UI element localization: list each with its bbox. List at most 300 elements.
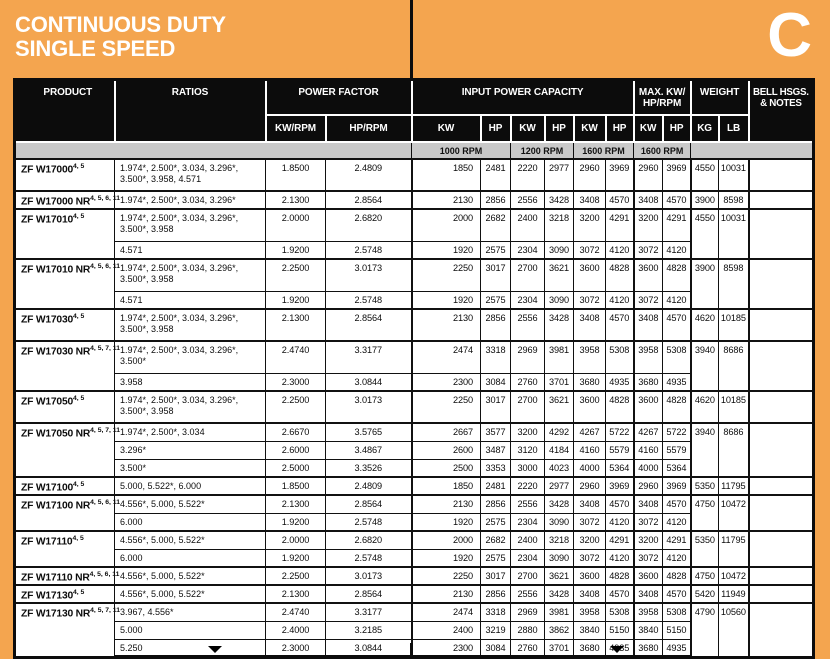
col-header-kw-1200: KW <box>511 115 545 142</box>
hp-rpm-cell: 2.5748 <box>326 291 412 309</box>
ratio-cell: 5.000, 5.522*, 6.000 <box>115 477 266 495</box>
value-cell: 4828 <box>663 567 691 585</box>
value-cell: 3218 <box>545 531 574 549</box>
notes-cell <box>749 585 814 603</box>
value-cell: 3090 <box>545 291 574 309</box>
value-cell: 4120 <box>663 241 691 259</box>
table-row <box>15 495 814 513</box>
value-cell: 3408 <box>634 191 663 209</box>
col-header-input-power: INPUT POWER CAPACITY <box>412 80 634 116</box>
product-footnote-refs: 4, 5, 6, 11 <box>90 499 120 506</box>
value-cell: 2600 <box>412 441 481 459</box>
kw-rpm-cell: 2.0000 <box>266 209 326 241</box>
value-cell: 3680 <box>634 639 663 657</box>
hp-rpm-cell: 3.0844 <box>326 639 412 657</box>
value-cell: 4000 <box>574 459 606 477</box>
value-cell: 3090 <box>545 549 574 567</box>
value-cell: 3200 <box>634 209 663 241</box>
value-cell: 3981 <box>545 341 574 373</box>
hp-rpm-cell: 3.3526 <box>326 459 412 477</box>
ratio-cell: 5.250 <box>115 639 266 657</box>
value-cell: 2556 <box>511 585 545 603</box>
product-name-text: ZF W17050 <box>21 396 73 408</box>
value-cell: 2575 <box>481 513 511 531</box>
kw-rpm-cell: 2.6670 <box>266 423 326 441</box>
product-name-text: ZF W17110 <box>21 536 73 548</box>
value-cell: 5364 <box>663 459 691 477</box>
value-cell: 2969 <box>511 341 545 373</box>
value-cell: 3701 <box>545 373 574 391</box>
rpm-band-1000: 1000 RPM <box>412 142 511 159</box>
product-footnote-refs: 4, 5 <box>73 213 85 220</box>
value-cell: 4267 <box>634 423 663 441</box>
page-title-line2: SINGLE SPEED <box>15 36 176 61</box>
kw-rpm-cell: 2.2500 <box>266 391 326 423</box>
weight-lb-cell: 10472 <box>719 495 749 531</box>
value-cell: 2481 <box>481 477 511 495</box>
ratio-cell: 1.974*, 2.500*, 3.034, 3.296*, 3.500*, 3.958, 4.571 <box>115 159 266 191</box>
hp-rpm-cell: 3.3177 <box>326 341 412 373</box>
weight-lb-cell: 8598 <box>719 259 749 309</box>
value-cell: 3408 <box>574 191 606 209</box>
hp-rpm-cell: 2.8564 <box>326 585 412 603</box>
product-name-text: ZF W17050 NR <box>21 428 91 440</box>
product-name-text: ZF W17000 NR <box>21 196 91 208</box>
value-cell: 3072 <box>574 549 606 567</box>
product-name <box>15 391 115 423</box>
product-name-text: ZF W17010 NR <box>21 264 91 276</box>
value-cell: 2130 <box>412 191 481 209</box>
value-cell: 3840 <box>574 621 606 639</box>
value-cell: 2556 <box>511 191 545 209</box>
table-row <box>15 341 814 373</box>
value-cell: 2304 <box>511 241 545 259</box>
weight-lb-cell: 8686 <box>719 423 749 477</box>
value-cell: 2682 <box>481 209 511 241</box>
notes-cell <box>749 191 814 209</box>
hp-rpm-cell: 2.5748 <box>326 241 412 259</box>
left-margin-stripe <box>0 78 13 659</box>
hp-rpm-cell: 2.4809 <box>326 159 412 191</box>
hp-rpm-cell: 3.3177 <box>326 603 412 621</box>
value-cell: 3428 <box>545 309 574 341</box>
value-cell: 2969 <box>511 603 545 621</box>
weight-lb-cell: 8598 <box>719 191 749 209</box>
weight-lb-cell: 11949 <box>719 585 749 603</box>
value-cell: 2250 <box>412 259 481 291</box>
value-cell: 3680 <box>574 373 606 391</box>
value-cell: 4184 <box>545 441 574 459</box>
ratio-cell: 4.571 <box>115 291 266 309</box>
kw-rpm-cell: 2.1300 <box>266 191 326 209</box>
kw-rpm-cell: 1.8500 <box>266 159 326 191</box>
product-name <box>15 209 115 259</box>
value-cell: 4267 <box>574 423 606 441</box>
product-name-text: ZF W17030 <box>21 314 73 326</box>
value-cell: 3200 <box>574 209 606 241</box>
value-cell: 2220 <box>511 159 545 191</box>
hp-rpm-cell: 3.5765 <box>326 423 412 441</box>
table-row <box>15 391 814 423</box>
product-footnote-refs: 4, 5, 7, 11 <box>90 607 120 614</box>
weight-kg-cell: 4750 <box>691 495 719 531</box>
value-cell: 2880 <box>511 621 545 639</box>
value-cell: 4000 <box>634 459 663 477</box>
value-cell: 3600 <box>574 567 606 585</box>
bell-label-line2: & NOTES <box>760 98 802 109</box>
table-row <box>15 567 814 585</box>
value-cell: 3219 <box>481 621 511 639</box>
value-cell: 3958 <box>634 341 663 373</box>
col-header-kg: KG <box>691 115 719 142</box>
value-cell: 4935 <box>663 373 691 391</box>
value-cell: 1850 <box>412 159 481 191</box>
value-cell: 5150 <box>663 621 691 639</box>
value-cell: 2220 <box>511 477 545 495</box>
ratio-cell: 3.958 <box>115 373 266 391</box>
product-name <box>15 585 115 603</box>
ratio-cell: 1.974*, 2.500*, 3.034, 3.296*, 3.500*, 3.958 <box>115 309 266 341</box>
value-cell: 2400 <box>511 531 545 549</box>
weight-kg-cell: 4620 <box>691 391 719 423</box>
value-cell: 3408 <box>634 495 663 513</box>
table-continues-arrow-left <box>208 646 222 653</box>
product-name <box>15 191 120 209</box>
ratio-cell: 3.500* <box>115 459 266 477</box>
value-cell: 4570 <box>663 495 691 513</box>
value-cell: 2250 <box>412 567 481 585</box>
product-name-text: ZF W17130 <box>21 590 73 602</box>
product-name <box>15 477 115 495</box>
value-cell: 4570 <box>606 309 634 341</box>
product-footnote-refs: 4, 5, 6, 11 <box>90 195 120 202</box>
value-cell: 1920 <box>412 513 481 531</box>
weight-lb-cell: 11795 <box>719 477 749 495</box>
ratio-cell: 5.000 <box>115 621 266 639</box>
value-cell: 3017 <box>481 259 511 291</box>
rpm-band-1600: 1600 RPM <box>574 142 634 159</box>
value-cell: 3200 <box>511 423 545 441</box>
value-cell: 2300 <box>412 373 481 391</box>
weight-kg-cell: 5350 <box>691 477 719 495</box>
product-name <box>15 341 120 391</box>
value-cell: 5308 <box>606 341 634 373</box>
value-cell: 4120 <box>606 241 634 259</box>
value-cell: 4291 <box>606 209 634 241</box>
value-cell: 3701 <box>545 639 574 657</box>
value-cell: 4120 <box>663 291 691 309</box>
value-cell: 3981 <box>545 603 574 621</box>
notes-cell <box>749 495 814 531</box>
value-cell: 1920 <box>412 241 481 259</box>
product-name <box>15 259 120 309</box>
value-cell: 2856 <box>481 191 511 209</box>
value-cell: 2500 <box>412 459 481 477</box>
kw-rpm-cell: 2.3000 <box>266 639 326 657</box>
rpm-band-blank-left <box>15 142 412 159</box>
value-cell: 4570 <box>606 585 634 603</box>
hp-rpm-cell: 2.8564 <box>326 309 412 341</box>
value-cell: 2960 <box>574 159 606 191</box>
value-cell: 4828 <box>606 391 634 423</box>
table-row <box>15 159 814 191</box>
value-cell: 3072 <box>574 291 606 309</box>
product-name <box>15 309 115 341</box>
value-cell: 3600 <box>574 391 606 423</box>
value-cell: 2856 <box>481 495 511 513</box>
value-cell: 3090 <box>545 241 574 259</box>
hp-rpm-cell: 3.2185 <box>326 621 412 639</box>
max-label-line1: MAX. KW/ <box>638 87 686 98</box>
weight-lb-cell: 10472 <box>719 567 749 585</box>
value-cell: 4935 <box>663 639 691 657</box>
value-cell: 4828 <box>606 259 634 291</box>
value-cell: 2977 <box>545 477 574 495</box>
value-cell: 3000 <box>511 459 545 477</box>
value-cell: 4935 <box>606 639 634 657</box>
kw-rpm-cell: 1.9200 <box>266 549 326 567</box>
product-footnote-refs: 4, 5, 7, 11 <box>90 345 120 352</box>
weight-kg-cell: 4790 <box>691 603 719 657</box>
hp-rpm-cell: 3.0173 <box>326 391 412 423</box>
value-cell: 2400 <box>511 209 545 241</box>
value-cell: 3072 <box>574 241 606 259</box>
weight-kg-cell: 4750 <box>691 567 719 585</box>
value-cell: 2474 <box>412 341 481 373</box>
ratio-cell: 1.974*, 2.500*, 3.034, 3.296*, 3.500*, 3.958 <box>115 209 266 241</box>
col-header-max-kw-hp <box>634 80 691 116</box>
value-cell: 3969 <box>663 477 691 495</box>
product-footnote-refs: 4, 5 <box>72 535 84 542</box>
value-cell: 2700 <box>511 259 545 291</box>
weight-lb-cell: 10031 <box>719 159 749 191</box>
value-cell: 3072 <box>634 291 663 309</box>
table-row <box>15 585 814 603</box>
rpm-band-max-1600: 1600 RPM <box>634 142 691 159</box>
value-cell: 5579 <box>663 441 691 459</box>
value-cell: 4828 <box>663 391 691 423</box>
notes-cell <box>749 309 814 341</box>
kw-rpm-cell: 2.1300 <box>266 495 326 513</box>
value-cell: 3600 <box>634 259 663 291</box>
value-cell: 3072 <box>634 513 663 531</box>
value-cell: 2575 <box>481 549 511 567</box>
value-cell: 5364 <box>606 459 634 477</box>
value-cell: 2474 <box>412 603 481 621</box>
table-row <box>15 259 814 291</box>
ratio-cell: 1.974*, 2.500*, 3.034, 3.296*, 3.500*, 3.958 <box>115 391 266 423</box>
value-cell: 2667 <box>412 423 481 441</box>
product-name-text: ZF W17030 NR <box>21 346 91 358</box>
value-cell: 4570 <box>663 585 691 603</box>
value-cell: 3318 <box>481 341 511 373</box>
weight-lb-cell: 10031 <box>719 209 749 259</box>
hp-rpm-cell: 2.5748 <box>326 513 412 531</box>
product-name-text: ZF W17000 <box>21 164 73 176</box>
col-header-hp-1000: HP <box>481 115 511 142</box>
value-cell: 2304 <box>511 549 545 567</box>
value-cell: 2700 <box>511 391 545 423</box>
table-row <box>15 531 814 549</box>
value-cell: 5150 <box>606 621 634 639</box>
header-divider-line <box>410 0 413 78</box>
kw-rpm-cell: 2.1300 <box>266 309 326 341</box>
weight-kg-cell: 5350 <box>691 531 719 567</box>
bell-label-line1: BELL HSGS. <box>753 87 809 98</box>
table-row <box>15 209 814 241</box>
col-header-kw-1000: KW <box>412 115 481 142</box>
value-cell: 2960 <box>634 477 663 495</box>
col-header-product: PRODUCT <box>15 80 115 143</box>
value-cell: 3090 <box>545 513 574 531</box>
weight-kg-cell: 3940 <box>691 423 719 477</box>
col-header-bell-hsgs <box>749 80 814 143</box>
kw-rpm-cell: 2.4740 <box>266 603 326 621</box>
value-cell: 2856 <box>481 309 511 341</box>
hp-rpm-cell: 3.4867 <box>326 441 412 459</box>
value-cell: 4935 <box>606 373 634 391</box>
value-cell: 3862 <box>545 621 574 639</box>
table-continues-arrow-right <box>610 646 624 653</box>
ratio-cell: 1.974*, 2.500*, 3.034, 3.296*, 3.500*, 3.958 <box>115 259 266 291</box>
value-cell: 2960 <box>574 477 606 495</box>
kw-rpm-cell: 2.0000 <box>266 531 326 549</box>
rpm-band-1200: 1200 RPM <box>511 142 574 159</box>
value-cell: 3969 <box>606 159 634 191</box>
product-footnote-refs: 4, 5, 6, 11 <box>90 263 120 270</box>
value-cell: 3577 <box>481 423 511 441</box>
hp-rpm-cell: 3.0173 <box>326 567 412 585</box>
notes-cell <box>749 531 814 567</box>
kw-rpm-cell: 2.6000 <box>266 441 326 459</box>
notes-cell <box>749 477 814 495</box>
header-row-groups <box>15 80 814 116</box>
hp-rpm-cell: 2.6820 <box>326 209 412 241</box>
weight-kg-cell: 3900 <box>691 191 719 209</box>
value-cell: 3084 <box>481 373 511 391</box>
ratio-cell: 1.974*, 2.500*, 3.034, 3.296*, 3.500* <box>115 341 266 373</box>
weight-kg-cell: 4550 <box>691 209 719 259</box>
kw-rpm-cell: 2.2500 <box>266 567 326 585</box>
value-cell: 3958 <box>574 603 606 621</box>
hp-rpm-cell: 2.8564 <box>326 495 412 513</box>
value-cell: 1920 <box>412 549 481 567</box>
value-cell: 2977 <box>545 159 574 191</box>
spec-table <box>13 78 815 659</box>
value-cell: 4160 <box>634 441 663 459</box>
right-margin-stripe <box>813 78 830 659</box>
kw-rpm-cell: 2.2500 <box>266 259 326 291</box>
hp-rpm-cell: 2.4809 <box>326 477 412 495</box>
value-cell: 4120 <box>606 549 634 567</box>
hp-rpm-cell: 2.8564 <box>326 191 412 209</box>
weight-kg-cell: 5420 <box>691 585 719 603</box>
value-cell: 3120 <box>511 441 545 459</box>
value-cell: 4120 <box>663 513 691 531</box>
weight-kg-cell: 4550 <box>691 159 719 191</box>
rpm-band-blank-right <box>691 142 814 159</box>
kw-rpm-cell: 2.3000 <box>266 373 326 391</box>
product-footnote-refs: 4, 5 <box>73 313 85 320</box>
product-footnote-refs: 4, 5 <box>73 395 85 402</box>
value-cell: 3600 <box>574 259 606 291</box>
value-cell: 4120 <box>606 513 634 531</box>
value-cell: 3072 <box>634 549 663 567</box>
value-cell: 4120 <box>606 291 634 309</box>
value-cell: 4291 <box>663 531 691 549</box>
col-header-kw-1600: KW <box>574 115 606 142</box>
page-title-line1: CONTINUOUS DUTY <box>15 12 226 37</box>
table-row <box>15 423 814 441</box>
value-cell: 2575 <box>481 241 511 259</box>
value-cell: 3072 <box>574 513 606 531</box>
product-footnote-refs: 4, 5, 6, 11 <box>89 571 120 578</box>
value-cell: 4160 <box>574 441 606 459</box>
value-cell: 3408 <box>634 585 663 603</box>
col-header-power-factor: POWER FACTOR <box>266 80 412 116</box>
value-cell: 3600 <box>634 391 663 423</box>
ratio-cell: 1.974*, 2.500*, 3.034, 3.296* <box>115 191 266 209</box>
value-cell: 3840 <box>634 621 663 639</box>
value-cell: 3017 <box>481 391 511 423</box>
value-cell: 3017 <box>481 567 511 585</box>
product-name-text: ZF W17100 <box>21 482 73 494</box>
kw-rpm-cell: 2.5000 <box>266 459 326 477</box>
product-name <box>15 159 115 191</box>
value-cell: 3969 <box>606 477 634 495</box>
value-cell: 2700 <box>511 567 545 585</box>
hp-rpm-cell: 3.0844 <box>326 373 412 391</box>
value-cell: 2760 <box>511 373 545 391</box>
value-cell: 2481 <box>481 159 511 191</box>
value-cell: 3218 <box>545 209 574 241</box>
value-cell: 2000 <box>412 209 481 241</box>
value-cell: 3353 <box>481 459 511 477</box>
col-header-hp-1200: HP <box>545 115 574 142</box>
value-cell: 3408 <box>574 495 606 513</box>
value-cell: 2856 <box>481 585 511 603</box>
notes-cell <box>749 209 814 259</box>
col-header-kw-rpm: KW/RPM <box>266 115 326 142</box>
ratio-cell: 4.556*, 5.000, 5.522* <box>115 495 266 513</box>
hp-rpm-cell: 3.0173 <box>326 259 412 291</box>
value-cell: 3318 <box>481 603 511 621</box>
product-name-text: ZF W17110 NR <box>21 572 90 584</box>
product-name <box>15 531 115 567</box>
ratio-cell: 4.571 <box>115 241 266 259</box>
value-cell: 4120 <box>663 549 691 567</box>
product-name <box>15 495 120 531</box>
kw-rpm-cell: 1.9200 <box>266 291 326 309</box>
value-cell: 4023 <box>545 459 574 477</box>
value-cell: 3680 <box>634 373 663 391</box>
notes-cell <box>749 567 814 585</box>
kw-rpm-cell: 2.4000 <box>266 621 326 639</box>
hp-rpm-cell: 2.5748 <box>326 549 412 567</box>
notes-cell <box>749 391 814 423</box>
col-header-weight: WEIGHT <box>691 80 749 116</box>
product-footnote-refs: 4, 5, 7, 11 <box>90 427 120 434</box>
notes-cell <box>749 159 814 191</box>
value-cell: 4828 <box>663 259 691 291</box>
weight-lb-cell: 8686 <box>719 341 749 391</box>
value-cell: 3200 <box>574 531 606 549</box>
value-cell: 3072 <box>634 241 663 259</box>
value-cell: 2960 <box>634 159 663 191</box>
value-cell: 3408 <box>574 309 606 341</box>
ratio-cell: 3.967, 4.556* <box>115 603 266 621</box>
value-cell: 5579 <box>606 441 634 459</box>
